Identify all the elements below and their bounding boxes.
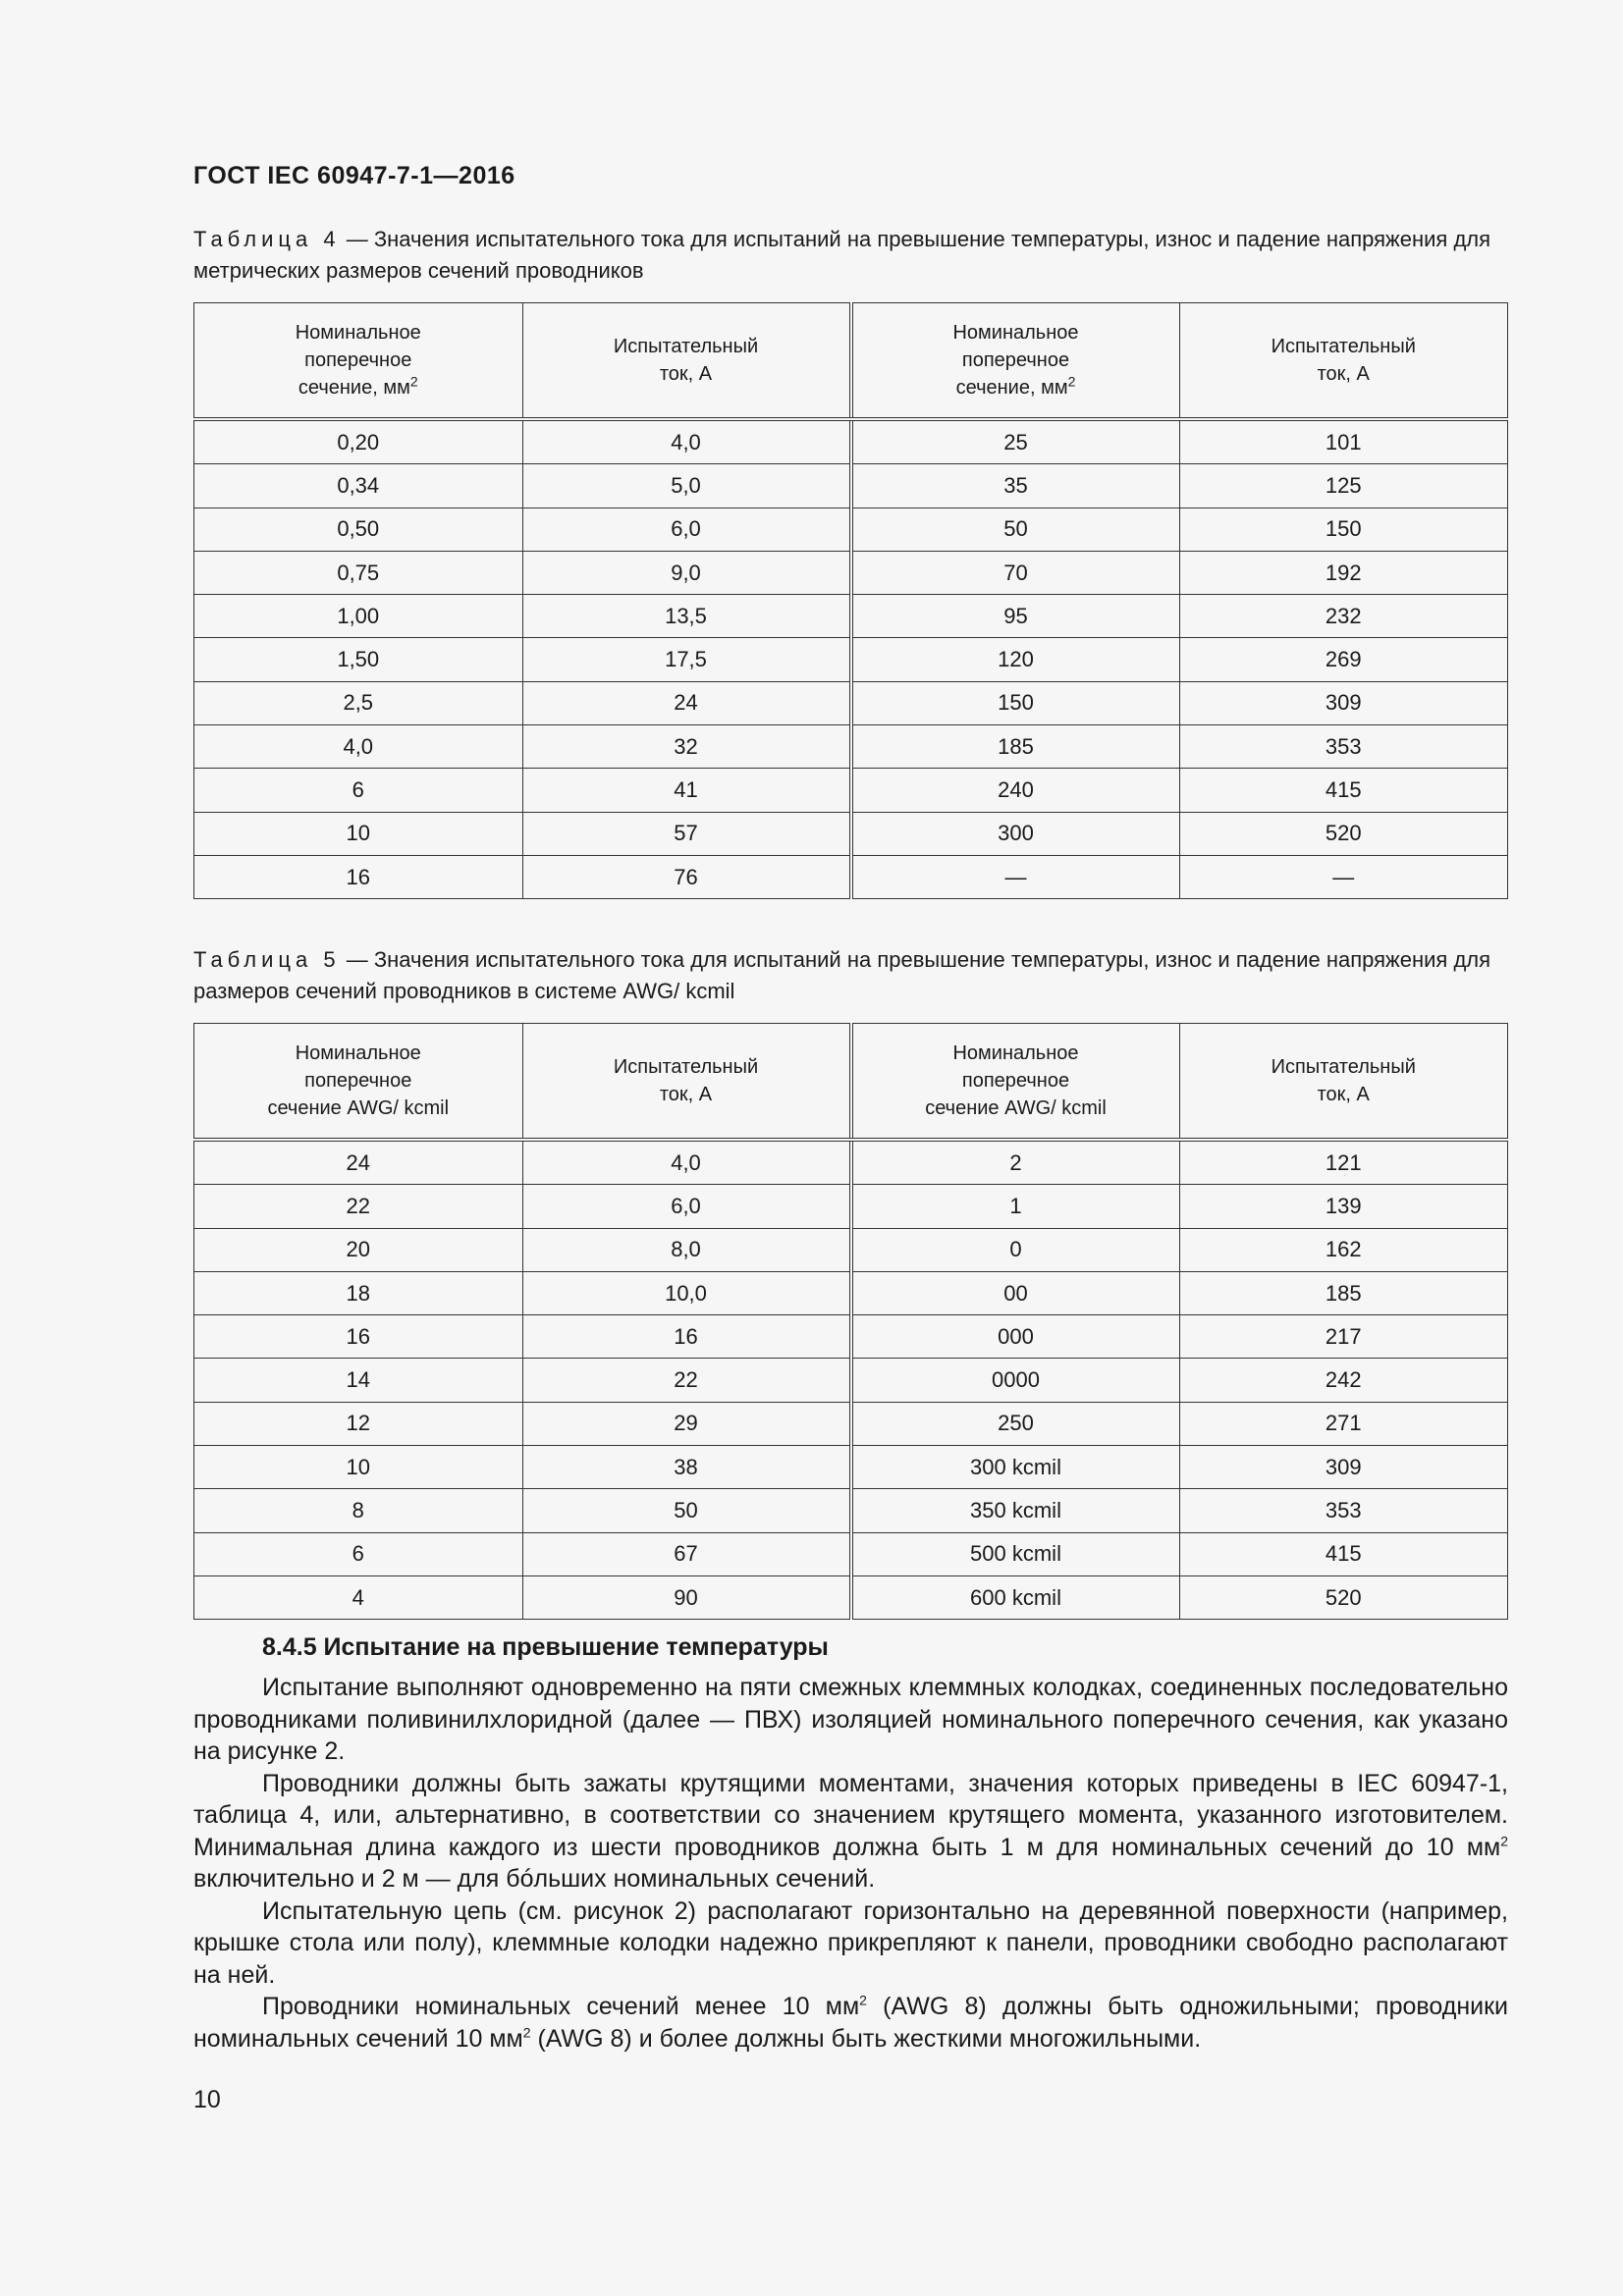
table-cell: 150 — [1179, 507, 1508, 551]
table-cell: 10 — [194, 812, 523, 855]
table-cell: 1,50 — [194, 638, 523, 681]
table-cell: 520 — [1179, 1575, 1508, 1619]
paragraph-1: Испытание выполняют одновременно на пяти смежных клеммных колодках, соединенных последовательно проводниками поливинилхлоридной (далее — ПВХ) изоляцией номинального поперечного сечения, как указано на рисунке 2. — [193, 1674, 1508, 1765]
table-cell: 9,0 — [522, 551, 851, 594]
table-row — [194, 769, 1508, 812]
table-cell: 309 — [1179, 1446, 1508, 1489]
table-cell: 12 — [194, 1402, 523, 1445]
section-heading: 8.4.5 Испытание на превышение температуры — [262, 1633, 829, 1661]
table-row — [194, 1359, 1508, 1402]
table-cell: 17,5 — [522, 638, 851, 681]
table-row — [194, 1489, 1508, 1532]
table4-header-current-2: Испытательный ток, А — [1179, 303, 1508, 420]
paragraph-2: Проводники должны быть зажаты крутящими моментами, значения которых приведены в IEC 60947-1, таблица 4, или, альтернативно, в соответствии со значением крутящего момента, указанного изготовителем. Минимальная длина каждого из шести проводников должна быть 1 м для номинальных сечений до 10 $мм^2$ включительно и 2 м — для бóльших номинальных сечений. — [193, 1769, 1508, 1893]
table5 — [193, 1023, 1508, 1620]
table-cell: 309 — [1179, 681, 1508, 724]
table-cell: 4,0 — [522, 419, 851, 464]
table-cell: 353 — [1179, 725, 1508, 769]
table-cell: 242 — [1179, 1359, 1508, 1402]
table-cell: 415 — [1179, 1532, 1508, 1575]
table-cell: 000 — [851, 1315, 1180, 1359]
table-row — [194, 1315, 1508, 1359]
table-row — [194, 725, 1508, 769]
table-cell: 38 — [522, 1446, 851, 1489]
table-cell: 8 — [194, 1489, 523, 1532]
table-row — [194, 1575, 1508, 1619]
table-cell: 20 — [194, 1228, 523, 1271]
table-cell: 0,20 — [194, 419, 523, 464]
table-cell: 24 — [522, 681, 851, 724]
table-cell: 24 — [194, 1140, 523, 1185]
table-cell: 14 — [194, 1359, 523, 1402]
table-cell: 16 — [522, 1315, 851, 1359]
table-cell: 139 — [1179, 1185, 1508, 1228]
table-cell: 240 — [851, 769, 1180, 812]
table-cell: 2 — [851, 1140, 1180, 1185]
table-row — [194, 812, 1508, 855]
table4-header-section-1: Номинальное поперечное сечение, $мм^2$ — [194, 303, 523, 420]
table-cell: 76 — [522, 855, 851, 898]
table-cell: 4,0 — [194, 725, 523, 769]
table4-header-row — [194, 303, 1508, 420]
document-header: ГОСТ IEC 60947-7-1—2016 — [193, 162, 515, 189]
table-row — [194, 1140, 1508, 1185]
table-cell: 250 — [851, 1402, 1180, 1445]
table-cell: 271 — [1179, 1402, 1508, 1445]
table-cell: 70 — [851, 551, 1180, 594]
table-row — [194, 1402, 1508, 1445]
table-cell: 121 — [1179, 1140, 1508, 1185]
table-cell: 50 — [851, 507, 1180, 551]
table-cell: 0,75 — [194, 551, 523, 594]
table-cell: 217 — [1179, 1315, 1508, 1359]
table-row — [194, 1185, 1508, 1228]
table5-header-current-1: Испытательный ток, А — [522, 1024, 851, 1141]
table-cell: 300 — [851, 812, 1180, 855]
table5-caption-label: Таблица 5 — [193, 947, 341, 972]
table-cell: 10 — [194, 1446, 523, 1489]
table-cell: 8,0 — [522, 1228, 851, 1271]
table-cell: 0,34 — [194, 464, 523, 507]
table-cell: 41 — [522, 769, 851, 812]
table-cell: 18 — [194, 1271, 523, 1314]
table-cell: 101 — [1179, 419, 1508, 464]
table-cell: 25 — [851, 419, 1180, 464]
table-cell: 269 — [1179, 638, 1508, 681]
table4 — [193, 302, 1508, 899]
table-cell: 16 — [194, 855, 523, 898]
table5-header-current-2: Испытательный ток, А — [1179, 1024, 1508, 1141]
page-number: 10 — [193, 2086, 221, 2113]
section-body — [193, 1672, 1508, 2055]
table-cell: 162 — [1179, 1228, 1508, 1271]
table-cell: 16 — [194, 1315, 523, 1359]
table4-caption-label: Таблица 4 — [193, 227, 341, 251]
table-cell: 67 — [522, 1532, 851, 1575]
table-cell: 0 — [851, 1228, 1180, 1271]
table-row — [194, 464, 1508, 507]
table-row — [194, 507, 1508, 551]
table4-body — [194, 419, 1508, 899]
paragraph-4: Проводники номинальных сечений менее 10 $мм^2$ (AWG 8) должны быть одножильными; проводники номинальных сечений 10 $мм^2$ (AWG 8) и более должны быть жесткими многожильными. — [193, 1992, 1508, 2053]
table5-header-section-2: Номинальное поперечное сечение AWG/ kcmil — [851, 1024, 1180, 1141]
table4-header-current-1: Испытательный ток, А — [522, 303, 851, 420]
table-cell: 32 — [522, 725, 851, 769]
table-row — [194, 419, 1508, 464]
table-cell: 22 — [194, 1185, 523, 1228]
table-cell: 150 — [851, 681, 1180, 724]
table-cell: 0,50 — [194, 507, 523, 551]
table4-caption-text: — Значения испытательного тока для испытаний на превышение температуры, износ и падение напряжения для метрических размеров сечений проводников — [193, 227, 1491, 283]
table-cell: 29 — [522, 1402, 851, 1445]
table-cell: 00 — [851, 1271, 1180, 1314]
table-row — [194, 551, 1508, 594]
table-cell: 1 — [851, 1185, 1180, 1228]
table-cell: — — [851, 855, 1180, 898]
table5-header-section-1: Номинальное поперечное сечение AWG/ kcmil — [194, 1024, 523, 1141]
table-row — [194, 595, 1508, 638]
table4-header-section-2: Номинальное поперечное сечение, $мм^2$ — [851, 303, 1180, 420]
table-cell: 520 — [1179, 812, 1508, 855]
table-cell: 6,0 — [522, 507, 851, 551]
table-cell: 6 — [194, 769, 523, 812]
table-cell: 6,0 — [522, 1185, 851, 1228]
table-cell: 0000 — [851, 1359, 1180, 1402]
table-row — [194, 1532, 1508, 1575]
table-cell: 232 — [1179, 595, 1508, 638]
table-cell: 95 — [851, 595, 1180, 638]
table-cell: 50 — [522, 1489, 851, 1532]
table-cell: 10,0 — [522, 1271, 851, 1314]
table-cell: 125 — [1179, 464, 1508, 507]
paragraph-3: Испытательную цепь (см. рисунок 2) располагают горизонтально на деревянной поверхности (например, крышке стола или полу), клеммные колодки надежно прикрепляют к панели, проводники свободно располагают на ней. — [193, 1896, 1508, 1989]
table-cell: — — [1179, 855, 1508, 898]
table-cell: 6 — [194, 1532, 523, 1575]
table4-caption — [193, 224, 1507, 287]
table-cell: 2,5 — [194, 681, 523, 724]
table-row — [194, 1271, 1508, 1314]
table-cell: 185 — [851, 725, 1180, 769]
table-cell: 5,0 — [522, 464, 851, 507]
table-cell: 185 — [1179, 1271, 1508, 1314]
table-cell: 90 — [522, 1575, 851, 1619]
table-cell: 350 kcmil — [851, 1489, 1180, 1532]
table-cell: 600 kcmil — [851, 1575, 1180, 1619]
table-row — [194, 855, 1508, 898]
table-cell: 1,00 — [194, 595, 523, 638]
table5-caption-text: — Значения испытательного тока для испытаний на превышение температуры, износ и падение напряжения для размеров сечений проводников в системе AWG/ kcmil — [193, 947, 1491, 1003]
table-row — [194, 1446, 1508, 1489]
table5-caption — [193, 944, 1507, 1007]
table-row — [194, 638, 1508, 681]
table-cell: 300 kcmil — [851, 1446, 1180, 1489]
table-cell: 192 — [1179, 551, 1508, 594]
table-cell: 57 — [522, 812, 851, 855]
table-cell: 4 — [194, 1575, 523, 1619]
table-row — [194, 681, 1508, 724]
table-cell: 415 — [1179, 769, 1508, 812]
table5-body — [194, 1140, 1508, 1620]
table-cell: 22 — [522, 1359, 851, 1402]
table-cell: 13,5 — [522, 595, 851, 638]
table-cell: 120 — [851, 638, 1180, 681]
table5-header-row — [194, 1024, 1508, 1141]
table-cell: 353 — [1179, 1489, 1508, 1532]
table-row — [194, 1228, 1508, 1271]
table-cell: 4,0 — [522, 1140, 851, 1185]
table-cell: 500 kcmil — [851, 1532, 1180, 1575]
table-cell: 35 — [851, 464, 1180, 507]
